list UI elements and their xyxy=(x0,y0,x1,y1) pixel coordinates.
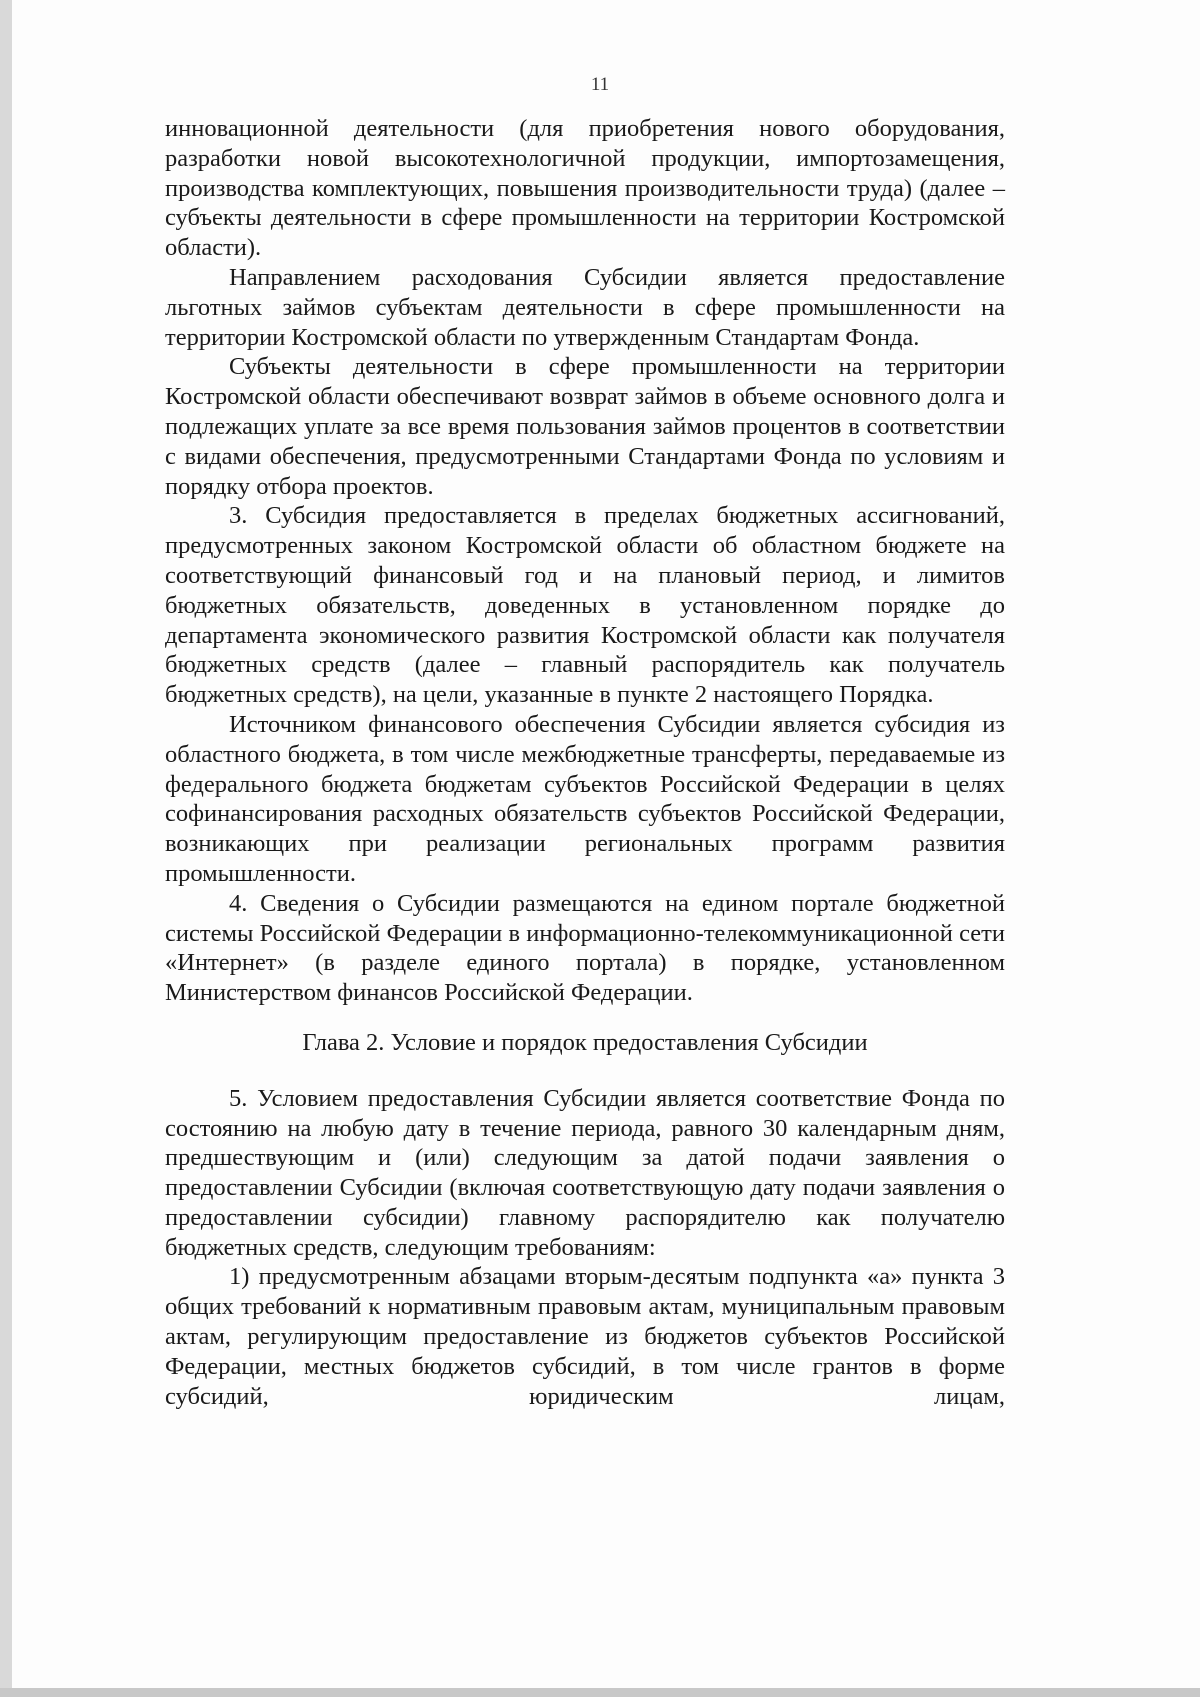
scan-bottom-edge xyxy=(0,1688,1200,1697)
paragraph: инновационной деятельности (для приобретения нового оборудования, разработки новой высокотехнологичной продукции, импортозамещения, производства комплектующих, повышения производительности труда) (далее – субъекты деятельности в сфере промышленности на территории Костромской области). xyxy=(165,115,1005,262)
document-body xyxy=(165,114,1005,1411)
paragraph: 3. Субсидия предоставляется в пределах бюджетных ассигнований, предусмотренных законом Костромской области об областном бюджете на соответствующий финансовый год и на плановый период, и лимитов бюджетных обязательств, доведенных в установленном порядке до департамента экономического развития Костромской области как получателя бюджетных средств (далее – главный распорядитель как получатель бюджетных средств), на цели, указанные в пункте 2 настоящего Порядка. xyxy=(165,502,1005,709)
chapter-heading: Глава 2. Условие и порядок предоставления Субсидии xyxy=(302,1028,868,1056)
document-page xyxy=(12,0,1200,1688)
paragraph: 1) предусмотренным абзацами вторым-десятым подпункта «а» пункта 3 общих требований к нормативным правовым актам, муниципальным правовым актам, регулирующим предоставление из бюджетов субъектов Российской Федерации, местных бюджетов субсидий, в том числе грантов в форме субсидий, юридическим лицам, xyxy=(165,1263,1005,1410)
page-number: 11 xyxy=(590,74,610,95)
paragraph: Источником финансового обеспечения Субсидии является субсидия из областного бюджета, в том числе межбюджетные трансферты, передаваемые из федерального бюджета бюджетам субъектов Российской Федерации в целях софинансирования расходных обязательств субъектов Российской Федерации, возникающих при реализации региональных программ развития промышленности. xyxy=(165,710,1005,887)
paragraph: Субъекты деятельности в сфере промышленности на территории Костромской области обеспечивают возврат займов в объеме основного долга и подлежащих уплате за все время пользования займов процентов в соответствии с видами обеспечения, предусмотренными Стандартами Фонда по условиям и порядку отбора проектов. xyxy=(165,353,1005,500)
paragraph: Направлением расходования Субсидии является предоставление льготных займов субъектам деятельности в сфере промышленности на территории Костромской области по утвержденным Стандартам Фонда. xyxy=(165,263,1005,351)
scan-left-edge xyxy=(0,0,12,1697)
paragraph: 5. Условием предоставления Субсидии является соответствие Фонда по состоянию на любую дату в течение периода, равного 30 календарным дням, предшествующим и (или) следующим за датой подачи заявления о предоставлении Субсидии (включая соответствующую дату подачи заявления о предоставлении субсидии) главному распорядителю как получателю бюджетных средств, следующим требованиям: xyxy=(165,1084,1005,1261)
section-after-heading xyxy=(165,1084,1005,1412)
paragraph: 4. Сведения о Субсидии размещаются на едином портале бюджетной системы Российской Федерации в информационно-телекоммуникационной сети «Интернет» (в разделе единого портала) в порядке, установленном Министерством финансов Российской Федерации. xyxy=(165,889,1005,1007)
section-before-heading xyxy=(165,114,1005,1008)
